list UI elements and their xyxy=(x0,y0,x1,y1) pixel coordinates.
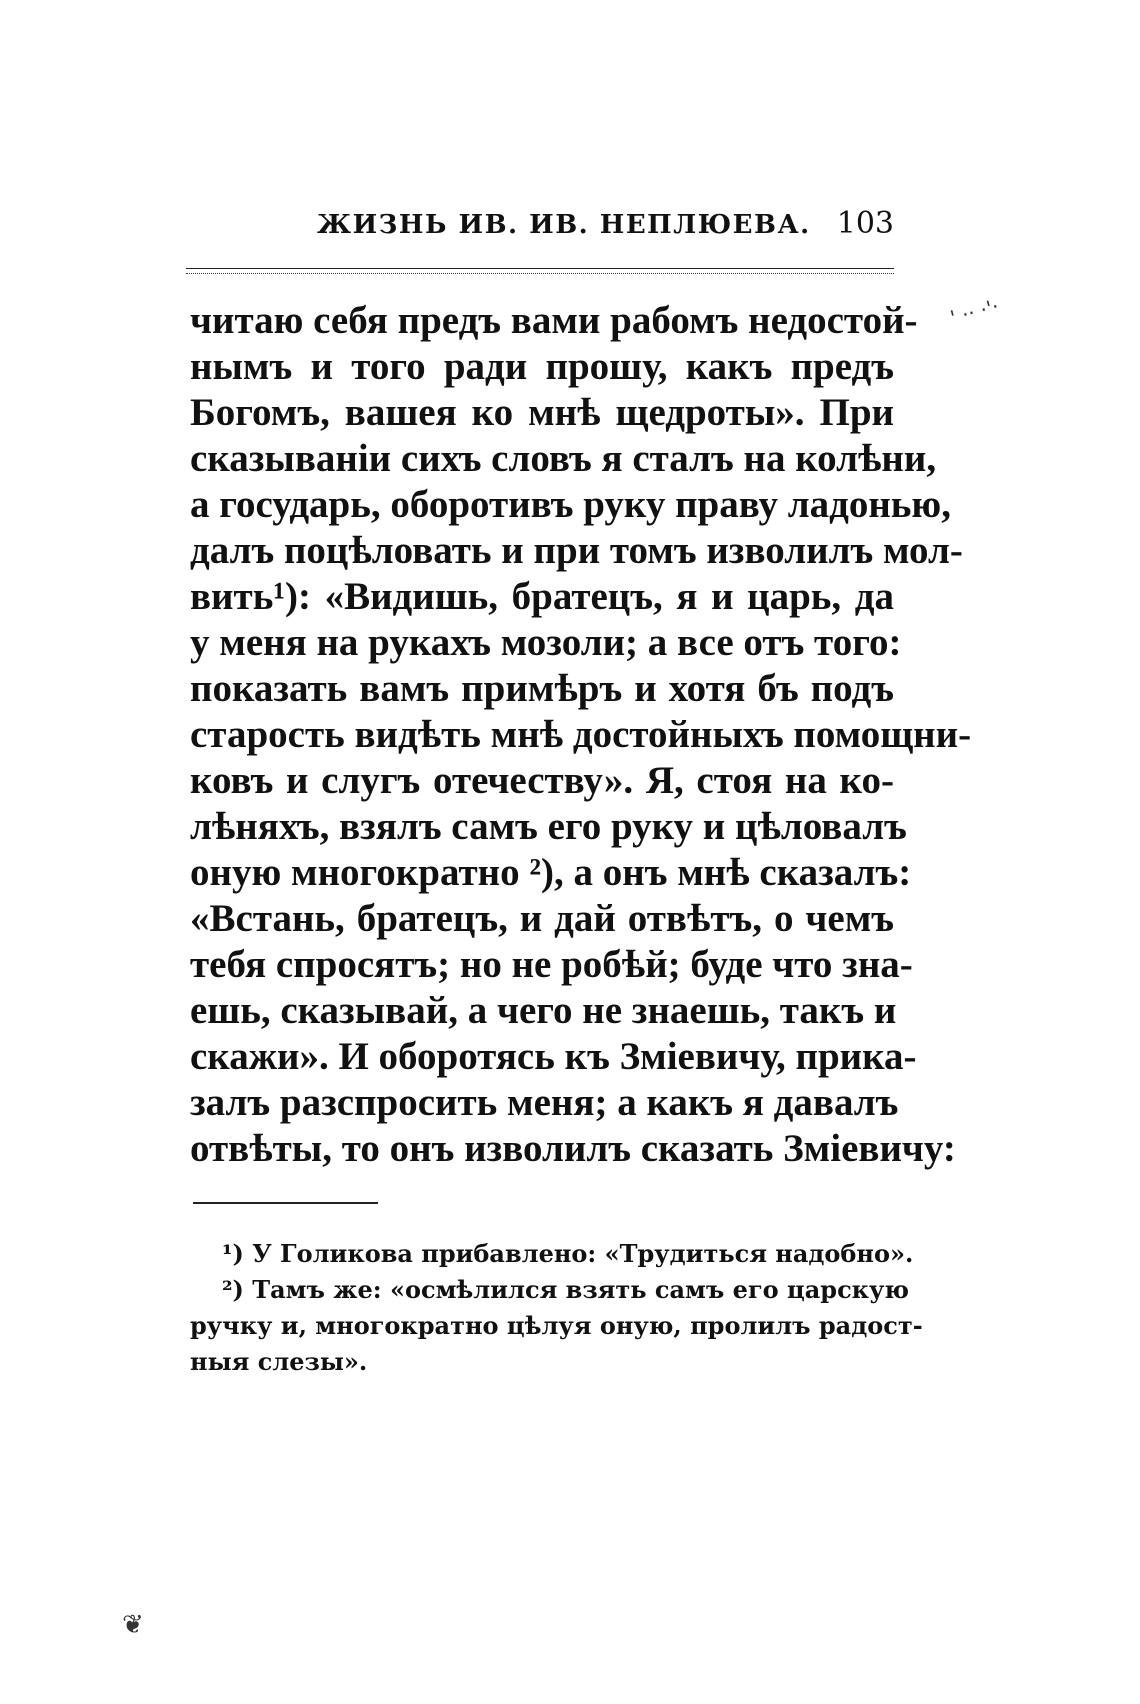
running-header xyxy=(317,206,894,256)
text-line: а государь, оборотивъ руку праву ладонью, xyxy=(190,483,951,526)
text-line: скажи». И оборотясь къ Зміевичу, прика- xyxy=(190,1035,917,1078)
running-title: ЖИЗНЬ ИВ. ИВ. НЕПЛЮЕВА. xyxy=(317,210,811,240)
body-text xyxy=(190,298,972,1172)
text-line: тебя спросятъ; но не робѣй; буде что зна- xyxy=(190,943,913,986)
text-line: далъ поцѣловать и при томъ изволилъ мол- xyxy=(190,529,963,572)
text-line: ешь, сказывай, а чего не знаешь, такъ и xyxy=(190,989,897,1032)
text-line: сказываніи сихъ словъ я сталъ на колѣни, xyxy=(190,437,937,480)
text-line: показать вамъ примѣръ и хотя бъ подъ xyxy=(190,667,894,710)
ink-blot: ❦ xyxy=(122,1610,144,1640)
text-line: старость видѣть мнѣ достойныхъ помощни- xyxy=(190,713,972,756)
footnote-2-continued: ручку и, многократно цѣлуя оную, пролилъ радост- xyxy=(190,1311,923,1340)
header-rule xyxy=(186,268,894,274)
text-line: ковъ и слугъ отечеству». Я, стоя на ко- xyxy=(190,759,894,802)
text-line: «Встань, братецъ, и дай отвѣтъ, о чемъ xyxy=(190,897,894,940)
footnotes xyxy=(190,1236,923,1380)
text-line: Богомъ, вашея ко мнѣ щедроты». При xyxy=(190,391,894,434)
text-line: залъ разспросить меня; а какъ я давалъ xyxy=(190,1081,899,1124)
text-line: отвѣты, то онъ изволилъ сказать Зміевичу: xyxy=(190,1127,956,1170)
text-line: нымъ и того ради прошу, какъ предъ xyxy=(190,345,894,388)
text-line: у меня на рукахъ мозоли; а все отъ того: xyxy=(190,621,902,664)
footnote-1: ¹) У Голикова прибавлено: «Трудиться надобно». xyxy=(222,1239,914,1268)
text-line: лѣняхъ, взялъ самъ его руку и цѣловалъ xyxy=(190,805,907,848)
margin-scribble: ' ·· ·'· xyxy=(947,294,1002,330)
text-line: читаю себя предъ вами рабомъ недостой- xyxy=(190,299,918,342)
footnote-2-end: ныя слезы». xyxy=(190,1347,368,1376)
text-line: оную многократно ²), а онъ мнѣ сказалъ: xyxy=(190,851,912,894)
text-line: вить¹): «Видишь, братецъ, я и царь, да xyxy=(190,575,894,618)
footnote-2: ²) Тамъ же: «осмѣлился взять самъ его царскую xyxy=(222,1275,909,1304)
page-number: 103 xyxy=(836,206,894,241)
footnote-rule xyxy=(193,1202,378,1204)
